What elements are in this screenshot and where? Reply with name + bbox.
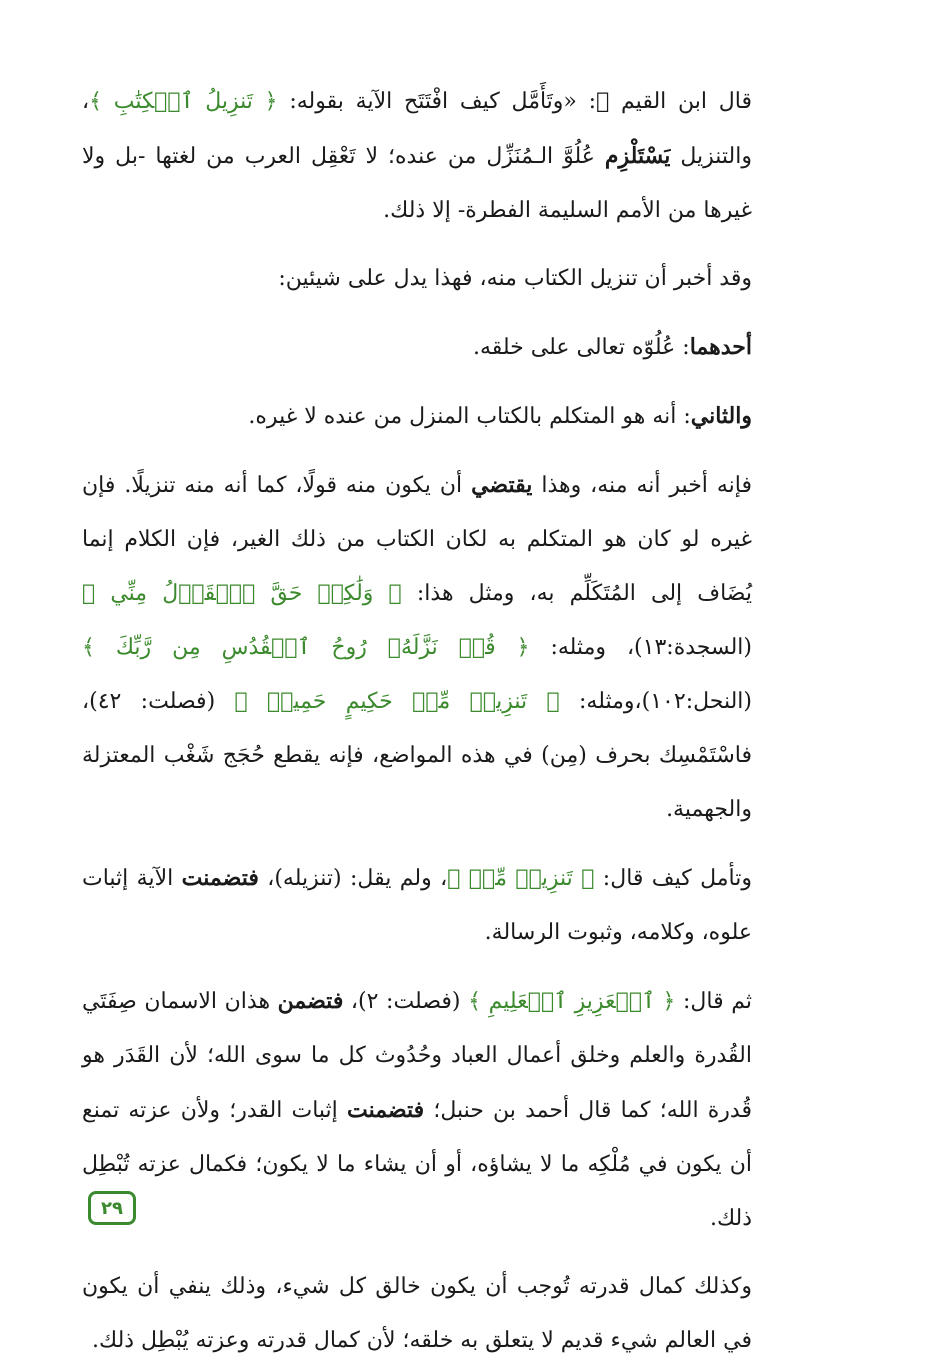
- bold-term: فتضمنت: [346, 1097, 425, 1123]
- page-number: ٢٩: [101, 1197, 123, 1219]
- paragraph: [82, 851, 822, 960]
- paragraph: [82, 1260, 822, 1368]
- text-segment: هذان الاسمان صِفَتَي القُدرة والعلم وخلق أعمال العباد وحُدُوث كل ما سوى الله؛ لأن القَدَر هو قُدرة الله؛ كما قال أحمد بن حنبل؛: [82, 989, 752, 1123]
- bold-term: يقتضي: [471, 472, 533, 498]
- quran-quote: ﴿ قُلۡ نَزَّلَهُۥ رُوحُ ٱلۡقُدُسِ مِن رَّبِّكَ ﴾: [82, 635, 530, 660]
- paragraph: [82, 252, 822, 306]
- text-segment: الآية إثبات علوه، وكلامه، وثبوت الرسالة.: [82, 866, 752, 945]
- text-segment: وكذلك كمال قدرته تُوجب أن يكون خالق كل شيء، وذلك ينفي أن يكون في العالم شيء قديم لا يتعلق به خلقه؛ لأن كمال قدرته وعزته يُبْطِل ذلك.: [82, 1274, 752, 1353]
- bold-term: والثاني: [690, 403, 752, 429]
- text-segment: أن يكون منه قولًا، كما أنه منه تنزيلًا. فإن غيره لو كان هو المتكلم به لكان الكتاب من ذلك الغير، فإن الكلام إنما يُضَاف إلى المُتَكَلِّم به، ومثل هذا:: [82, 473, 753, 606]
- paragraph: [82, 389, 822, 444]
- page-number-badge: [88, 1191, 136, 1225]
- bold-term: فتضمن: [277, 988, 344, 1014]
- text-segment: إثبات القدر؛ ولأن عزته تمنع أن يكون في مُلْكِه ما لا يشاؤه، أو أن يشاء ما لا يكون؛ فكمال عزته تُبْطِل ذلك.: [82, 1098, 752, 1231]
- bold-term: أحدهما: [689, 334, 752, 360]
- quran-quote: ﴿ وَلَٰكِنۡ حَقَّ ٱلۡقَوۡلُ مِنِّي ﴾: [82, 581, 402, 606]
- quran-quote: ﴿ تَنزِيلٞ مِّنۡ ﴾: [447, 866, 595, 891]
- quran-quote: ﴿ تَنزِيلُ ٱلۡكِتَٰبِ ﴾: [89, 89, 278, 114]
- text-segment: ، ولم يقل: (تنزيله)،: [258, 866, 448, 891]
- quran-quote: ﴿ تَنزِيلٞ مِّنۡ حَكِيمٍ حَمِيدٖ ﴾: [234, 689, 560, 714]
- text-segment: (فصلت: ٢)،: [343, 989, 469, 1014]
- text-segment: (فصلت: ٤٢)، فاسْتَمْسِك بحرف (مِن) في هذه المواضع، فإنه يقطع حُجَج شَغْب المعتزلة والجهمية.: [82, 689, 752, 822]
- text-segment: : أنه هو المتكلم بالكتاب المنزل من عنده لا غيره.: [248, 404, 691, 429]
- quran-quote: ﴿ ٱلۡعَزِيزِ ٱلۡعَلِيمِ ﴾: [468, 989, 676, 1014]
- paragraph: [82, 974, 822, 1246]
- text-segment: فإنه أخبر أنه منه، وهذا: [532, 473, 753, 498]
- text-segment: ، والتنزيل: [82, 89, 752, 169]
- text-segment: (السجدة:١٣)، ومثله:: [529, 635, 752, 660]
- bold-term: يَسْتَلْزِم: [604, 143, 671, 169]
- text-segment: ثم قال:: [675, 989, 752, 1014]
- paragraph: [82, 75, 822, 238]
- text-segment: (النحل:١٠٢)،ومثله:: [559, 689, 752, 714]
- bold-term: فتضمنت: [181, 865, 259, 891]
- text-segment: وقد أخبر أن تنزيل الكتاب منه، فهذا يدل على شيئين:: [278, 266, 752, 291]
- page-body: [82, 75, 822, 1368]
- paragraph: [82, 320, 822, 375]
- text-segment: وتأمل كيف قال:: [594, 866, 752, 891]
- paragraph: [82, 458, 822, 837]
- text-segment: : عُلُوّه تعالى على خلقه.: [472, 335, 690, 360]
- text-segment: عُلُوَّ الـمُنَزِّل من عنده؛ لا تَعْقِل العرب من لغتها -بل ولا غيرها من الأمم السليمة الفطرة- إلا ذلك.: [82, 144, 752, 223]
- text-segment: قال ابن القيم ﷬: «وتَأَمَّل كيف افْتَتَح الآية بقوله:: [277, 89, 752, 114]
